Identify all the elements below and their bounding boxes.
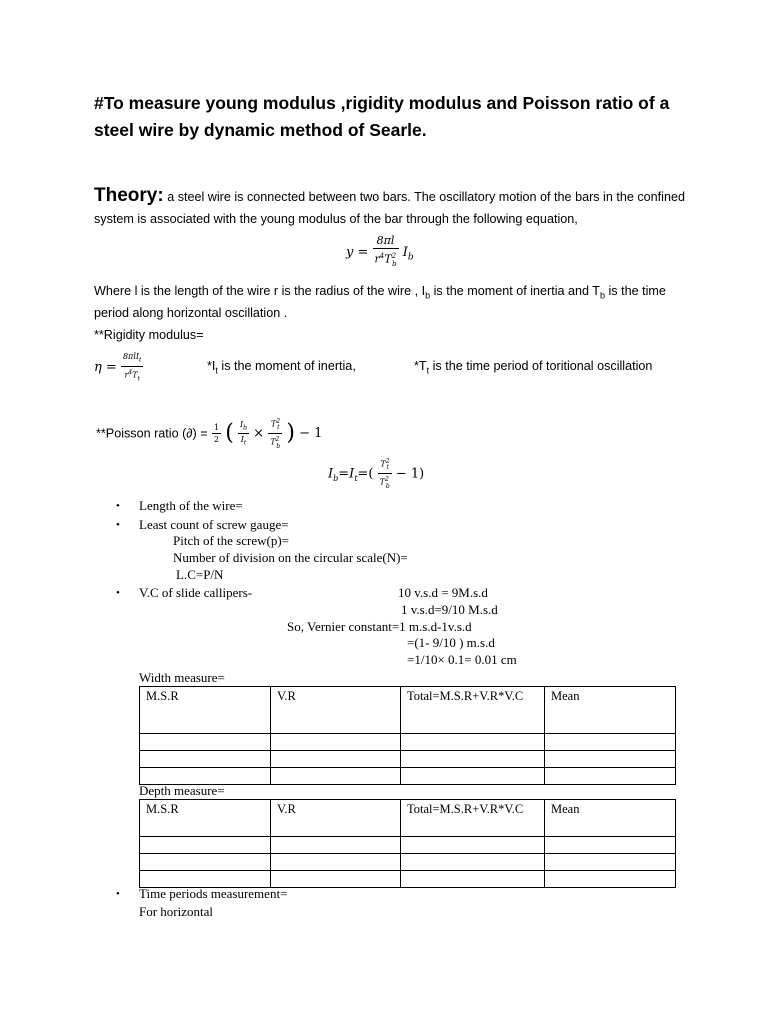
table-cell[interactable]: [401, 751, 545, 768]
table-row: [140, 734, 676, 751]
poisson-label: **Poisson ratio (∂) =: [96, 426, 208, 441]
table-cell[interactable]: [545, 751, 676, 768]
table-cell[interactable]: [545, 768, 676, 785]
table-header-row: [140, 800, 676, 837]
header-mean: Mean: [545, 800, 676, 837]
rigidity-note-inertia: $*I_t$ is the moment of inertia,: [207, 359, 356, 376]
lc-item: L.C=P/N: [176, 567, 224, 582]
table-cell[interactable]: [271, 734, 401, 751]
rigidity-label: **Rigidity modulus=: [94, 328, 204, 342]
bullet-icon: •: [116, 500, 120, 512]
table-cell[interactable]: [401, 837, 545, 854]
table-header-row: [140, 687, 676, 734]
eq-rhs-i: I: [402, 244, 408, 260]
bullet-icon: •: [116, 888, 120, 900]
for-horizontal-label: For horizontal: [139, 904, 214, 919]
table-cell[interactable]: [140, 854, 271, 871]
rigidity-note-period: $*T_t$ is the time period of toritional oscillation: [414, 359, 653, 376]
table-cell[interactable]: [401, 871, 545, 888]
time-periods-label: Time periods measurement=: [139, 886, 288, 901]
header-total: Total=M.S.R+V.R*V.C: [401, 687, 545, 734]
table-cell[interactable]: [545, 734, 676, 751]
width-measure-table: [139, 686, 676, 785]
header-vr: V.R: [271, 687, 401, 734]
table-cell[interactable]: [545, 854, 676, 871]
table-row: [140, 837, 676, 854]
poisson-equation: **Poisson ratio (∂) = $\frac{1}{2}$ ( $\frac{I_b}{I_t}$ × $\frac{T^2_t}{T^2_b}$ ) − 1: [96, 418, 323, 450]
vc-item: V.C of slide callipers-: [139, 585, 253, 600]
rigidity-equation: η = $\frac{8\pi lI_t}{r^4T_t}$: [94, 352, 142, 382]
theory-heading: Theory:: [94, 185, 164, 206]
depth-measure-label: Depth measure=: [139, 783, 225, 798]
young-modulus-equation: y = $\frac{8\pi l}{r^4T^2_b}$ $I_b$: [346, 234, 414, 271]
table-cell[interactable]: [401, 854, 545, 871]
document-title: #To measure young modulus ,rigidity modulus and Poisson ratio of a steel wire by dynamic method of Searle.: [94, 93, 670, 140]
table-row: [140, 854, 676, 871]
table-cell[interactable]: [271, 854, 401, 871]
ib-equation: $I_b=I_t=$( $\frac{T^2_t}{T^2_b}$ − 1): [328, 458, 425, 490]
least-count-item: Least count of screw gauge=: [139, 517, 289, 532]
eq-fraction: [373, 234, 399, 271]
table-cell[interactable]: [401, 734, 545, 751]
table-cell[interactable]: [545, 871, 676, 888]
table-cell[interactable]: [140, 837, 271, 854]
table-cell[interactable]: [401, 768, 545, 785]
table-cell[interactable]: [545, 837, 676, 854]
theory-paragraph: [94, 185, 694, 230]
header-total: Total=M.S.R+V.R*V.C: [401, 800, 545, 837]
header-mean: Mean: [545, 687, 676, 734]
eq-lhs: y =: [346, 244, 369, 260]
table-row: [140, 751, 676, 768]
table-cell[interactable]: [271, 871, 401, 888]
header-msr: M.S.R: [140, 687, 271, 734]
table-cell[interactable]: [271, 837, 401, 854]
table-cell[interactable]: [271, 751, 401, 768]
length-item: Length of the wire=: [139, 498, 243, 513]
table-cell[interactable]: [140, 734, 271, 751]
vc-line-2: 1 v.s.d=9/10 M.s.d: [401, 602, 498, 617]
vc-line-5: =1/10× 0.1= 0.01 cm: [407, 652, 517, 667]
bullet-icon: •: [116, 587, 120, 599]
header-msr: M.S.R: [140, 800, 271, 837]
theory-intro-text: a steel wire is connected between two bars. The oscillatory motion of the bars in the confined system is associated with the young modulus of the bar through the following equation,: [94, 190, 685, 226]
table-cell[interactable]: [271, 768, 401, 785]
eq-numerator: 8πl: [373, 234, 399, 249]
width-measure-label: Width measure=: [139, 670, 225, 685]
depth-measure-table: [139, 799, 676, 888]
vc-line-4: =(1- 9/10 ) m.s.d: [407, 635, 495, 650]
vc-line-3: So, Vernier constant=1 m.s.d-1v.s.d: [287, 619, 472, 634]
eq-denominator: $r^4T^2_b$: [374, 252, 397, 268]
table-cell[interactable]: [140, 751, 271, 768]
vc-line-1: 10 v.s.d = 9M.s.d: [398, 585, 488, 600]
header-vr: V.R: [271, 800, 401, 837]
where-paragraph: Where l is the length of the wire r is the radius of the wire , $I_b$ is the moment of inertia and $T_b$ is the time period along horizontal oscillation .: [94, 284, 666, 320]
bullet-icon: •: [116, 519, 120, 531]
pitch-item: Pitch of the screw(p)=: [173, 533, 289, 548]
divisions-item: Number of division on the circular scale(N)=: [173, 550, 408, 565]
